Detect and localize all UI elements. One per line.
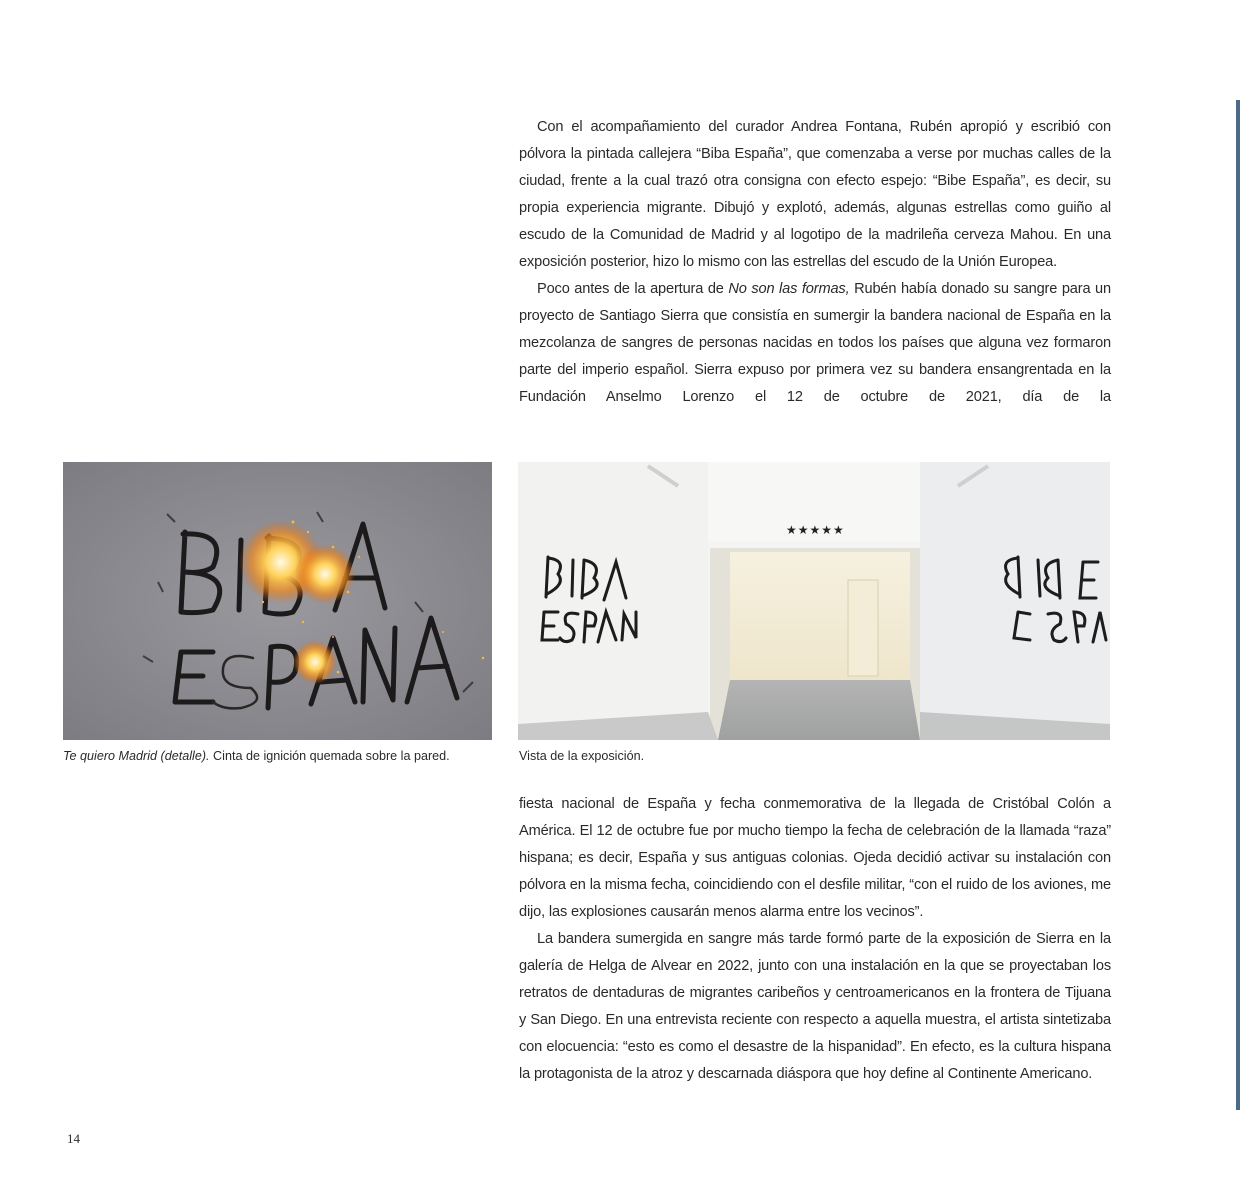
page-edge-bar	[1236, 100, 1240, 1110]
paragraph-fontana: Con el acompañamiento del curador Andrea Fontana, Rubén apropió y escribió con pólvora la pintada callejera “Biba España”, que comenzaba a verse por muchas calles de la ciudad, frente a la cual trazó otra consigna con efecto espejo: “Bibe España”, es decir, su propia experiencia migrante. Dibujó y explotó, además, algunas estrellas como guiño al escudo de la Comunidad de Madrid y al logotipo de la madrileña cerveza Mahou. En una exposición posterior, hizo lo mismo con las estrellas del escudo de la Unión Europea.	[519, 119, 1111, 270]
paragraph-helga-de-alvear: La bandera sumergida en sangre más tarde formó parte de la exposición de Sierra en la galería de Helga de Alvear en 2022, junto con una instalación en la que se proyectaban los retratos de dentaduras de migrantes caribeños y centroamericanos en la frontera de Tijuana y San Diego. En una entrevista reciente con respecto a aquella muestra, el artista sintetizaba con elocuencia: “esto es como el desastre de la hispanidad”. En efecto, es la cultura hispana la protagonista de la atroz y descarnada diáspora que hoy define al Continente Americano.	[519, 931, 1111, 1082]
caption-left-text: Cinta de ignición quemada sobre la pared.	[209, 749, 450, 763]
photo-te-quiero-madrid	[63, 462, 492, 740]
body-text-top	[519, 114, 1111, 411]
body-text-bottom	[519, 791, 1111, 1088]
caption-left	[63, 747, 450, 765]
paragraph-sierra-rest: Rubén había donado su sangre para un proyecto de Santiago Sierra que consistía en sumergir la bandera nacional de España en la mezcolanza de sangres de personas nacidas en todos los países que alguna vez formaron parte del imperio español. Sierra expuso por primera vez su bandera ensangrentada en la Fundación Anselmo Lorenzo el 12 de octubre de 2021, día de la	[519, 281, 1111, 405]
caption-left-title: Te quiero Madrid (detalle).	[63, 749, 210, 763]
page-number: 14	[67, 1131, 80, 1146]
photo-vista-exposicion	[518, 462, 1110, 740]
paragraph-sierra	[519, 276, 1111, 411]
exhibition-title: No son las formas,	[728, 281, 850, 297]
caption-right: Vista de la exposición.	[519, 749, 645, 763]
paragraph-sierra-start: Poco antes de la apertura de	[537, 281, 729, 297]
paragraph-fiesta-nacional: fiesta nacional de España y fecha conmemorativa de la llegada de Cristóbal Colón a América. El 12 de octubre fue por mucho tiempo la fecha de celebración de la llamada “raza” hispana; es decir, España y sus antiguas colonias. Ojeda decidió activar su instalación con pólvora en la misma fecha, coincidiendo con el desfile militar, “con el ruido de los aviones, me dijo, las explosiones causarán menos alarma entre los vecinos”.	[519, 796, 1111, 920]
svg-text:★★★★★: ★★★★★	[786, 523, 845, 537]
